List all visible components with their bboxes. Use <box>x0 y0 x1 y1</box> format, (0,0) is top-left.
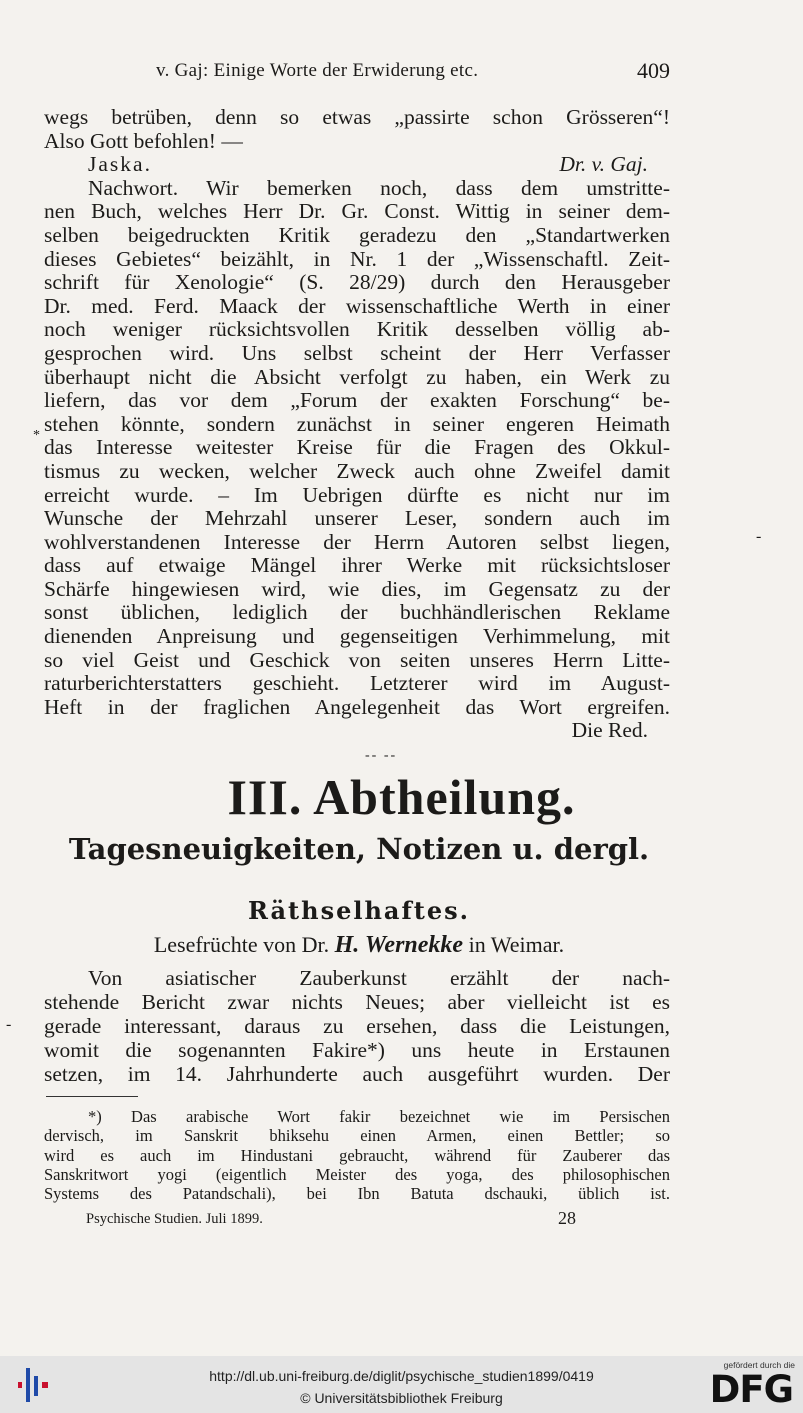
footnote <box>44 1107 670 1203</box>
article-body <box>44 966 670 1086</box>
running-header <box>44 60 670 86</box>
text-line: nen Buch, welches Herr Dr. Gr. Const. Wittig in seiner dem- <box>44 199 670 224</box>
text-line: liefern, das vor dem „Forum der exakten Forschung“ be- <box>44 388 670 413</box>
text-line: erreicht wurde. – Im Uebrigen dürfte es nicht nur im <box>44 482 670 507</box>
text-line: selben beigedruckten Kritik geradezu den „Standartwerken <box>44 222 670 247</box>
text-line: noch weniger rücksichtsvollen Kritik desselben völlig ab- <box>44 317 670 342</box>
copyright-notice: © Universitätsbibliothek Freiburg <box>300 1390 503 1406</box>
redaction-signature: Die Red. <box>571 718 648 743</box>
journal-reference: Psychische Studien. Juli 1899. <box>86 1211 263 1227</box>
text-line: raturberichterstatters geschieht. Letzterer wird im August- <box>44 671 670 696</box>
text-line: Dr. med. Ferd. Maack der wissenschaftliche Werth in einer <box>44 293 670 318</box>
text-line: stehen könnte, sondern zunächst in seiner engeren Heimath <box>44 411 670 436</box>
section-divider: -- -- <box>365 748 398 763</box>
text-line: tismus zu wecken, welcher Zweck auch ohne Zweifel damit <box>44 458 670 483</box>
text-line: das Interesse weitester Kreise für die Fragen des Okkul- <box>44 435 670 460</box>
text-line: Wunsche der Mehrzahl unserer Leser, sondern auch im <box>44 506 670 531</box>
footnote-line: *) Das arabische Wort fakir bezeichnet wie im Persischen <box>88 1107 670 1126</box>
page-number: 409 <box>637 58 670 83</box>
byline-suffix: in Weimar. <box>468 932 565 957</box>
text-line: gerade interessant, daraus zu ersehen, dass die Leistungen, <box>44 1014 670 1038</box>
text-line: stehende Bericht zwar nichts Neues; aber vielleicht ist es <box>44 990 670 1014</box>
text-line: wohlverstandenen Interesse der Herrn Autoren selbst liegen, <box>44 529 670 554</box>
text-line: womit die sogenannten Fakire*) uns heute in Erstaunen <box>44 1038 670 1062</box>
text-line: so viel Geist und Geschick von seiten unseres Herrn Litte- <box>44 647 670 672</box>
text-line: dieses Gebietes“ beizählt, in Nr. 1 der „Wissenschaftl. Zeit- <box>44 246 670 271</box>
margin-mark: - <box>6 1016 12 1033</box>
section-subheading: Tagesneuigkeiten, Notizen u. dergl. <box>68 832 650 866</box>
permalink-url[interactable]: http://dl.ub.uni-freiburg.de/diglit/psychische_studien1899/0419 <box>209 1368 594 1384</box>
text-line: Heft in der fraglichen Angelegenheit das Wort ergreifen. <box>44 694 670 719</box>
text-line: Von asiatischer Zauberkunst erzählt der nach- <box>88 966 670 990</box>
footnote-line: dervisch, im Sanskrit bhiksehu einen Armen, einen Bettler; so <box>44 1126 670 1146</box>
text-line: dienenden Anpreisung und gegenseitigen Verhimmelung, mit <box>44 624 670 649</box>
signature-row <box>44 153 670 177</box>
viewer-footer-bar <box>0 1356 803 1413</box>
footnote-line: wird es auch im Hindustani gebraucht, während für Zauberer das <box>44 1145 670 1165</box>
article-continuation <box>44 106 670 743</box>
signature-author: Dr. v. Gaj. <box>559 152 648 177</box>
text-line: dass auf etwaige Mängel ihrer Werke mit rücksichtsloser <box>44 553 670 578</box>
text-line: Schärfe hingewiesen wird, wie dies, im Gegensatz zu der <box>44 576 670 601</box>
text-line: überhaupt nicht die Absicht verfolgt zu haben, ein Werk zu <box>44 364 670 389</box>
dfg-logo[interactable]: DFG <box>709 1368 793 1411</box>
text-line: Nachwort. Wir bemerken noch, dass dem umstritte- <box>88 175 670 200</box>
funding-note: gefördert durch die <box>723 1360 795 1370</box>
section-heading: III. Abtheilung. <box>227 769 576 825</box>
author-name: H. Wernekke <box>334 932 464 958</box>
text-line: wegs betrüben, denn so etwas „passirte schon Grösseren“! <box>44 105 670 129</box>
signature-place: Jaska. <box>88 152 152 177</box>
footnote-line: Systems des Patandschali), bei Ibn Batuta dschauki, üblich ist. <box>44 1184 670 1204</box>
margin-mark: - <box>756 528 762 545</box>
byline-prefix: Lesefrüchte von Dr. <box>153 932 330 957</box>
text-line: setzen, im 14. Jahrhunderte auch ausgeführt wurden. Der <box>44 1062 670 1086</box>
footnote-line: Sanskritwort yogi (eigentlich Meister des yoga, des philosophischen <box>44 1164 670 1184</box>
text-line: sonst üblichen, lediglich der buchhändlerischen Reklame <box>44 600 670 625</box>
text-line: gesprochen wird. Uns selbst scheint der Herr Verfasser <box>44 340 670 365</box>
margin-mark: * <box>33 428 40 443</box>
footnote-rule <box>46 1096 138 1097</box>
text-line: Also Gott befohlen! — <box>44 128 243 153</box>
page-footer <box>86 1208 576 1230</box>
article-title: Räthselhaftes. <box>247 896 471 925</box>
running-title: v. Gaj: Einige Worte der Erwiderung etc. <box>156 60 479 81</box>
text-line: schrift für Xenologie“ (S. 28/29) durch den Herausgeber <box>44 270 670 295</box>
article-byline <box>0 932 718 959</box>
signature-number: 28 <box>558 1208 576 1228</box>
